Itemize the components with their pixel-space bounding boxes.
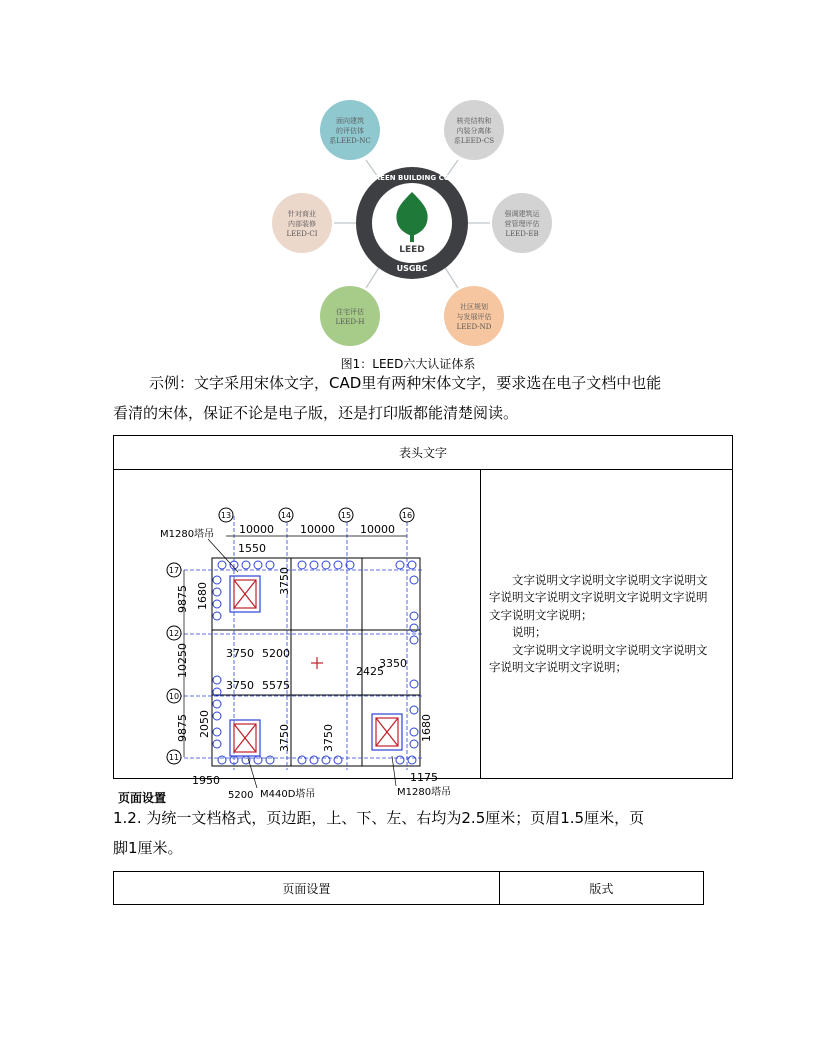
table-cell-page-settings: 页面设置: [114, 872, 500, 905]
crane-label-3: M1280塔吊: [397, 787, 452, 798]
dim-1950: 1950: [192, 774, 220, 787]
dim-3750-e: 3750: [322, 724, 335, 752]
dim-3750-c: 3750: [226, 679, 254, 692]
table-header: 表头文字: [114, 436, 733, 470]
diagram-node-text: 与发展评估: [456, 313, 492, 321]
dim-5575: 5575: [262, 679, 290, 692]
diagram-node-text: 系LEED-CS: [453, 137, 495, 145]
dim-3350: 3350: [379, 657, 407, 670]
usgbc-arc-text: U.S. GREEN BUILDING COUNCIL: [350, 174, 474, 182]
dim-1680-b: 1680: [420, 714, 433, 742]
section-paragraph: 1.2. 为统一文档格式，页边距，上、下、左、右均为2.5厘米；页眉1.5厘米，页: [113, 809, 645, 827]
grid-label-16: 16: [401, 511, 413, 520]
table-cell-layout: 版式: [499, 872, 703, 905]
notes-cell: [481, 470, 733, 779]
grid-label-13: 13: [220, 511, 232, 520]
leed-certification-diagram: [262, 90, 562, 358]
dim-10000-b: 10000: [300, 523, 335, 536]
dim-10000-c: 10000: [360, 523, 395, 536]
note-3: 文字说明文字说明文字说明文字说明文字说明文字说明文字说明；: [489, 642, 708, 674]
diagram-node-text: LEED-ND: [456, 323, 492, 331]
diagram-node-text: 强调建筑运: [504, 210, 540, 218]
grid-label-15: 15: [340, 511, 352, 520]
diagram-node-text: LEED-CI: [286, 230, 318, 238]
dim-3750-d: 3750: [278, 724, 291, 752]
diagram-node-text: 住宅评估: [336, 308, 364, 316]
grid-label-10: 10: [168, 692, 180, 701]
diagram-node-text: 内装分离体: [456, 127, 492, 135]
crane-label-2: M440D塔吊: [260, 789, 316, 800]
diagram-node-text: 社区规划: [460, 303, 488, 311]
diagram-node-text: LEED-EB: [505, 230, 539, 238]
dim-3750-a: 3750: [278, 567, 291, 595]
crane-label-1: M1280塔吊: [160, 529, 215, 540]
dim-10250: 10250: [176, 643, 189, 678]
grid-label-17: 17: [168, 566, 180, 575]
dim-1550: 1550: [238, 542, 266, 555]
grid-label-14: 14: [280, 511, 292, 520]
diagram-node-text: 系LEED-NC: [329, 137, 371, 145]
dim-2050: 2050: [198, 710, 211, 738]
example-paragraph-2: 看清的宋体，保证不论是电子版，还是打印版都能清楚阅读。: [113, 404, 519, 422]
section-paragraph-2: 脚1厘米。: [113, 839, 183, 857]
diagram-node-text: 营管理评估: [504, 220, 540, 228]
leed-word: LEED: [399, 245, 425, 255]
dim-5200-b: 5200: [262, 647, 290, 660]
figure-caption: 图1：LEED六大认证体系: [340, 357, 476, 371]
section-title: 页面设置: [118, 791, 167, 805]
diagram-node-text: 核壳结构和: [456, 117, 492, 125]
dim-10000-a: 10000: [239, 523, 274, 536]
settings-table: [113, 871, 704, 905]
diagram-node-text: LEED-H: [335, 318, 365, 326]
note-1: 文字说明文字说明文字说明文字说明文字说明文字说明文字说明文字说明文字说明文字说明文字说明；: [489, 572, 708, 622]
grid-label-12: 12: [168, 629, 180, 638]
diagram-node-text: 针对商业: [288, 210, 316, 218]
note-2: 说明；: [512, 625, 547, 639]
dim-3750-b: 3750: [226, 647, 254, 660]
usgbc-word: USGBC: [396, 264, 428, 273]
dim-5200: 5200: [228, 790, 254, 801]
dim-1175: 1175: [410, 771, 438, 784]
dim-2425: 2425: [356, 665, 384, 678]
diagram-node-text: 内部装修: [288, 220, 316, 228]
diagram-node-text: 的评估体: [336, 127, 364, 135]
example-paragraph: 示例：文字采用宋体文字，CAD里有两种宋体文字，要求选在电子文档中也能: [149, 374, 662, 392]
dim-1680-a: 1680: [196, 582, 209, 610]
grid-label-11: 11: [168, 753, 180, 762]
dim-9875-b: 9875: [176, 714, 189, 742]
diagram-node-text: 面向建筑: [336, 117, 364, 125]
usgbc-logo: [351, 167, 474, 279]
diagram-node-4: [320, 286, 380, 346]
dim-9875-a: 9875: [176, 585, 189, 613]
